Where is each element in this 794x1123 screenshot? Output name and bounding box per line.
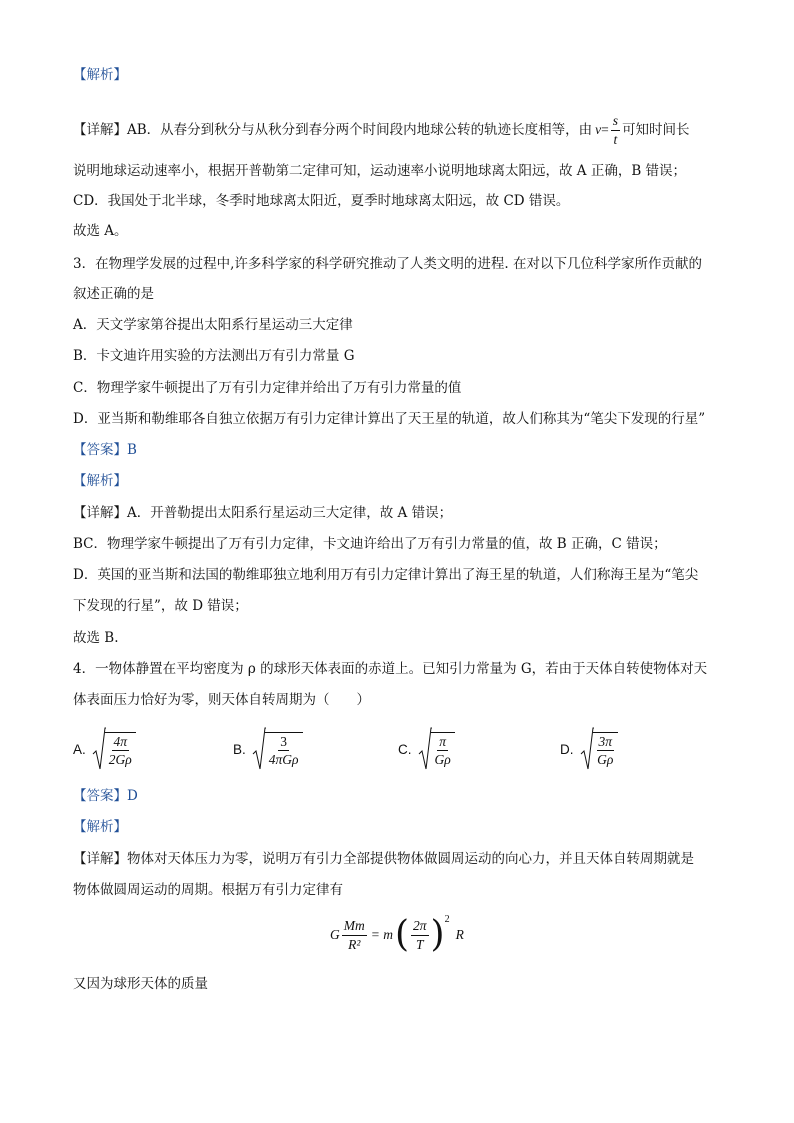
analysis-label-q3: 【解析】 — [73, 473, 127, 489]
option-fraction — [105, 732, 136, 767]
question-4-option-b — [233, 726, 305, 772]
eq-inner-fraction — [411, 919, 429, 951]
velocity-fraction — [611, 114, 620, 146]
sqrt-sign-icon — [92, 726, 106, 772]
answer-label-q3: 【答案】B — [73, 442, 137, 458]
fraction-denominator: Gρ — [434, 752, 451, 767]
analysis-label-q2: 【解析】 — [73, 67, 127, 83]
fraction-numerator: 4π — [112, 735, 130, 752]
fraction-numerator: 3 — [278, 735, 289, 752]
fraction-numerator: 2π — [411, 919, 429, 936]
question-3-stem-1: 3．在物理学发展的过程中,许多科学家的科学研究推动了人类文明的进程. 在对以下几位科学家所作贡献的 — [73, 256, 702, 272]
eq-g-symbol: G — [330, 927, 340, 942]
fraction-denominator: T — [416, 936, 424, 952]
option-fraction — [593, 732, 619, 767]
option-fraction — [431, 732, 455, 767]
detail-line-q4-2: 物体做圆周运动的周期。根据万有引力定律有 — [73, 882, 343, 898]
question-3-option-c: C．物理学家牛顿提出了万有引力定律并给出了万有引力常量的值 — [73, 380, 462, 396]
detail-text: 【详解】AB．从春分到秋分与从秋分到春分两个时间段内地球公转的轨迹长度相等，由 — [73, 122, 593, 138]
fraction-denominator: Gρ — [597, 752, 614, 767]
question-4-option-a — [73, 726, 138, 772]
option-label: A. — [73, 741, 86, 757]
fraction-numerator: s — [611, 114, 620, 131]
detail-line-q3-3: D．英国的亚当斯和法国的勒维耶独立地利用万有引力定律计算出了海王星的轨道，人们称海王星为“笔尖 — [73, 567, 699, 583]
detail-line-q4-3: 又因为球形天体的质量 — [73, 976, 208, 992]
detail-line-q2-1 — [73, 112, 690, 148]
analysis-label-q4: 【解析】 — [73, 819, 127, 835]
question-3-option-d: D．亚当斯和勒维耶各自独立依据万有引力定律计算出了天王星的轨道，故人们称其为“笔尖下发现的行星” — [73, 411, 706, 427]
option-label: C. — [398, 741, 412, 757]
question-3-stem-2: 叙述正确的是 — [73, 286, 154, 302]
fraction-denominator: t — [613, 131, 618, 147]
sqrt-sign-icon — [418, 726, 432, 772]
detail-line-q3-4: 下发现的行星”，故 D 错误； — [73, 598, 248, 614]
eq-power: 2 — [444, 914, 450, 925]
fraction-denominator: 2Gρ — [108, 752, 132, 767]
question-4-stem-2: 体表面压力恰好为零，则天体自转周期为（ ） — [73, 692, 370, 708]
question-3-option-b: B．卡文迪许用实验的方法测出万有引力常量 G — [73, 348, 355, 364]
answer-label-q4: 【答案】D — [73, 788, 138, 804]
eq-equals-m: = m — [370, 927, 393, 942]
fraction-denominator: R² — [348, 936, 361, 952]
detail-text-tail: 可知时间长 — [622, 122, 690, 138]
detail-line-q2-3: CD．我国处于北半球，冬季时地球离太阳近，夏季时地球离太阳远，故 CD 错误。 — [73, 193, 570, 209]
option-label: D. — [560, 741, 574, 757]
option-fraction — [265, 732, 303, 767]
eq-main-fraction — [342, 919, 367, 951]
question-4-option-d — [560, 726, 620, 772]
detail-line-q2-2: 说明地球运动速率小，根据开普勒第二定律可知，运动速率小说明地球离太阳远，故 A 正确，B 错误； — [73, 163, 687, 179]
detail-line-q3-1: 【详解】A．开普勒提出太阳系行星运动三大定律，故 A 错误； — [73, 505, 453, 521]
fraction-denominator: 4πGρ — [268, 752, 299, 767]
question-4-option-c — [398, 726, 457, 772]
detail-line-q3-2: BC．物理学家牛顿提出了万有引力定律，卡文迪许给出了万有引力常量的值，故 B 正确，C 错误； — [73, 536, 667, 552]
fraction-numerator: Mm — [342, 919, 367, 936]
choice-conclusion-q2: 故选 A。 — [73, 223, 128, 239]
sqrt-sign-icon — [580, 726, 594, 772]
sqrt-sign-icon — [252, 726, 266, 772]
fraction-numerator: 3π — [597, 735, 615, 752]
eq-r-symbol: R — [455, 927, 464, 942]
fraction-numerator: π — [437, 735, 448, 752]
equals-sign: = — [601, 122, 609, 137]
choice-conclusion-q3: 故选 B. — [73, 630, 119, 646]
velocity-symbol: v — [595, 122, 602, 137]
question-3-option-a: A．天文学家第谷提出太阳系行星运动三大定律 — [73, 317, 353, 333]
option-label: B. — [233, 741, 246, 757]
detail-line-q4-1: 【详解】物体对天体压力为零，说明万有引力全部提供物体做圆周运动的向心力，并且天体自转周期就是 — [73, 851, 694, 867]
question-4-stem-1: 4．一物体静置在平均密度为 ρ 的球形天体表面的赤道上。已知引力常量为 G，若由于天体自转使物体对天 — [73, 661, 708, 677]
left-paren-icon: ( — [394, 914, 410, 955]
right-paren-icon: ) — [430, 914, 445, 955]
gravitation-equation — [330, 908, 464, 962]
